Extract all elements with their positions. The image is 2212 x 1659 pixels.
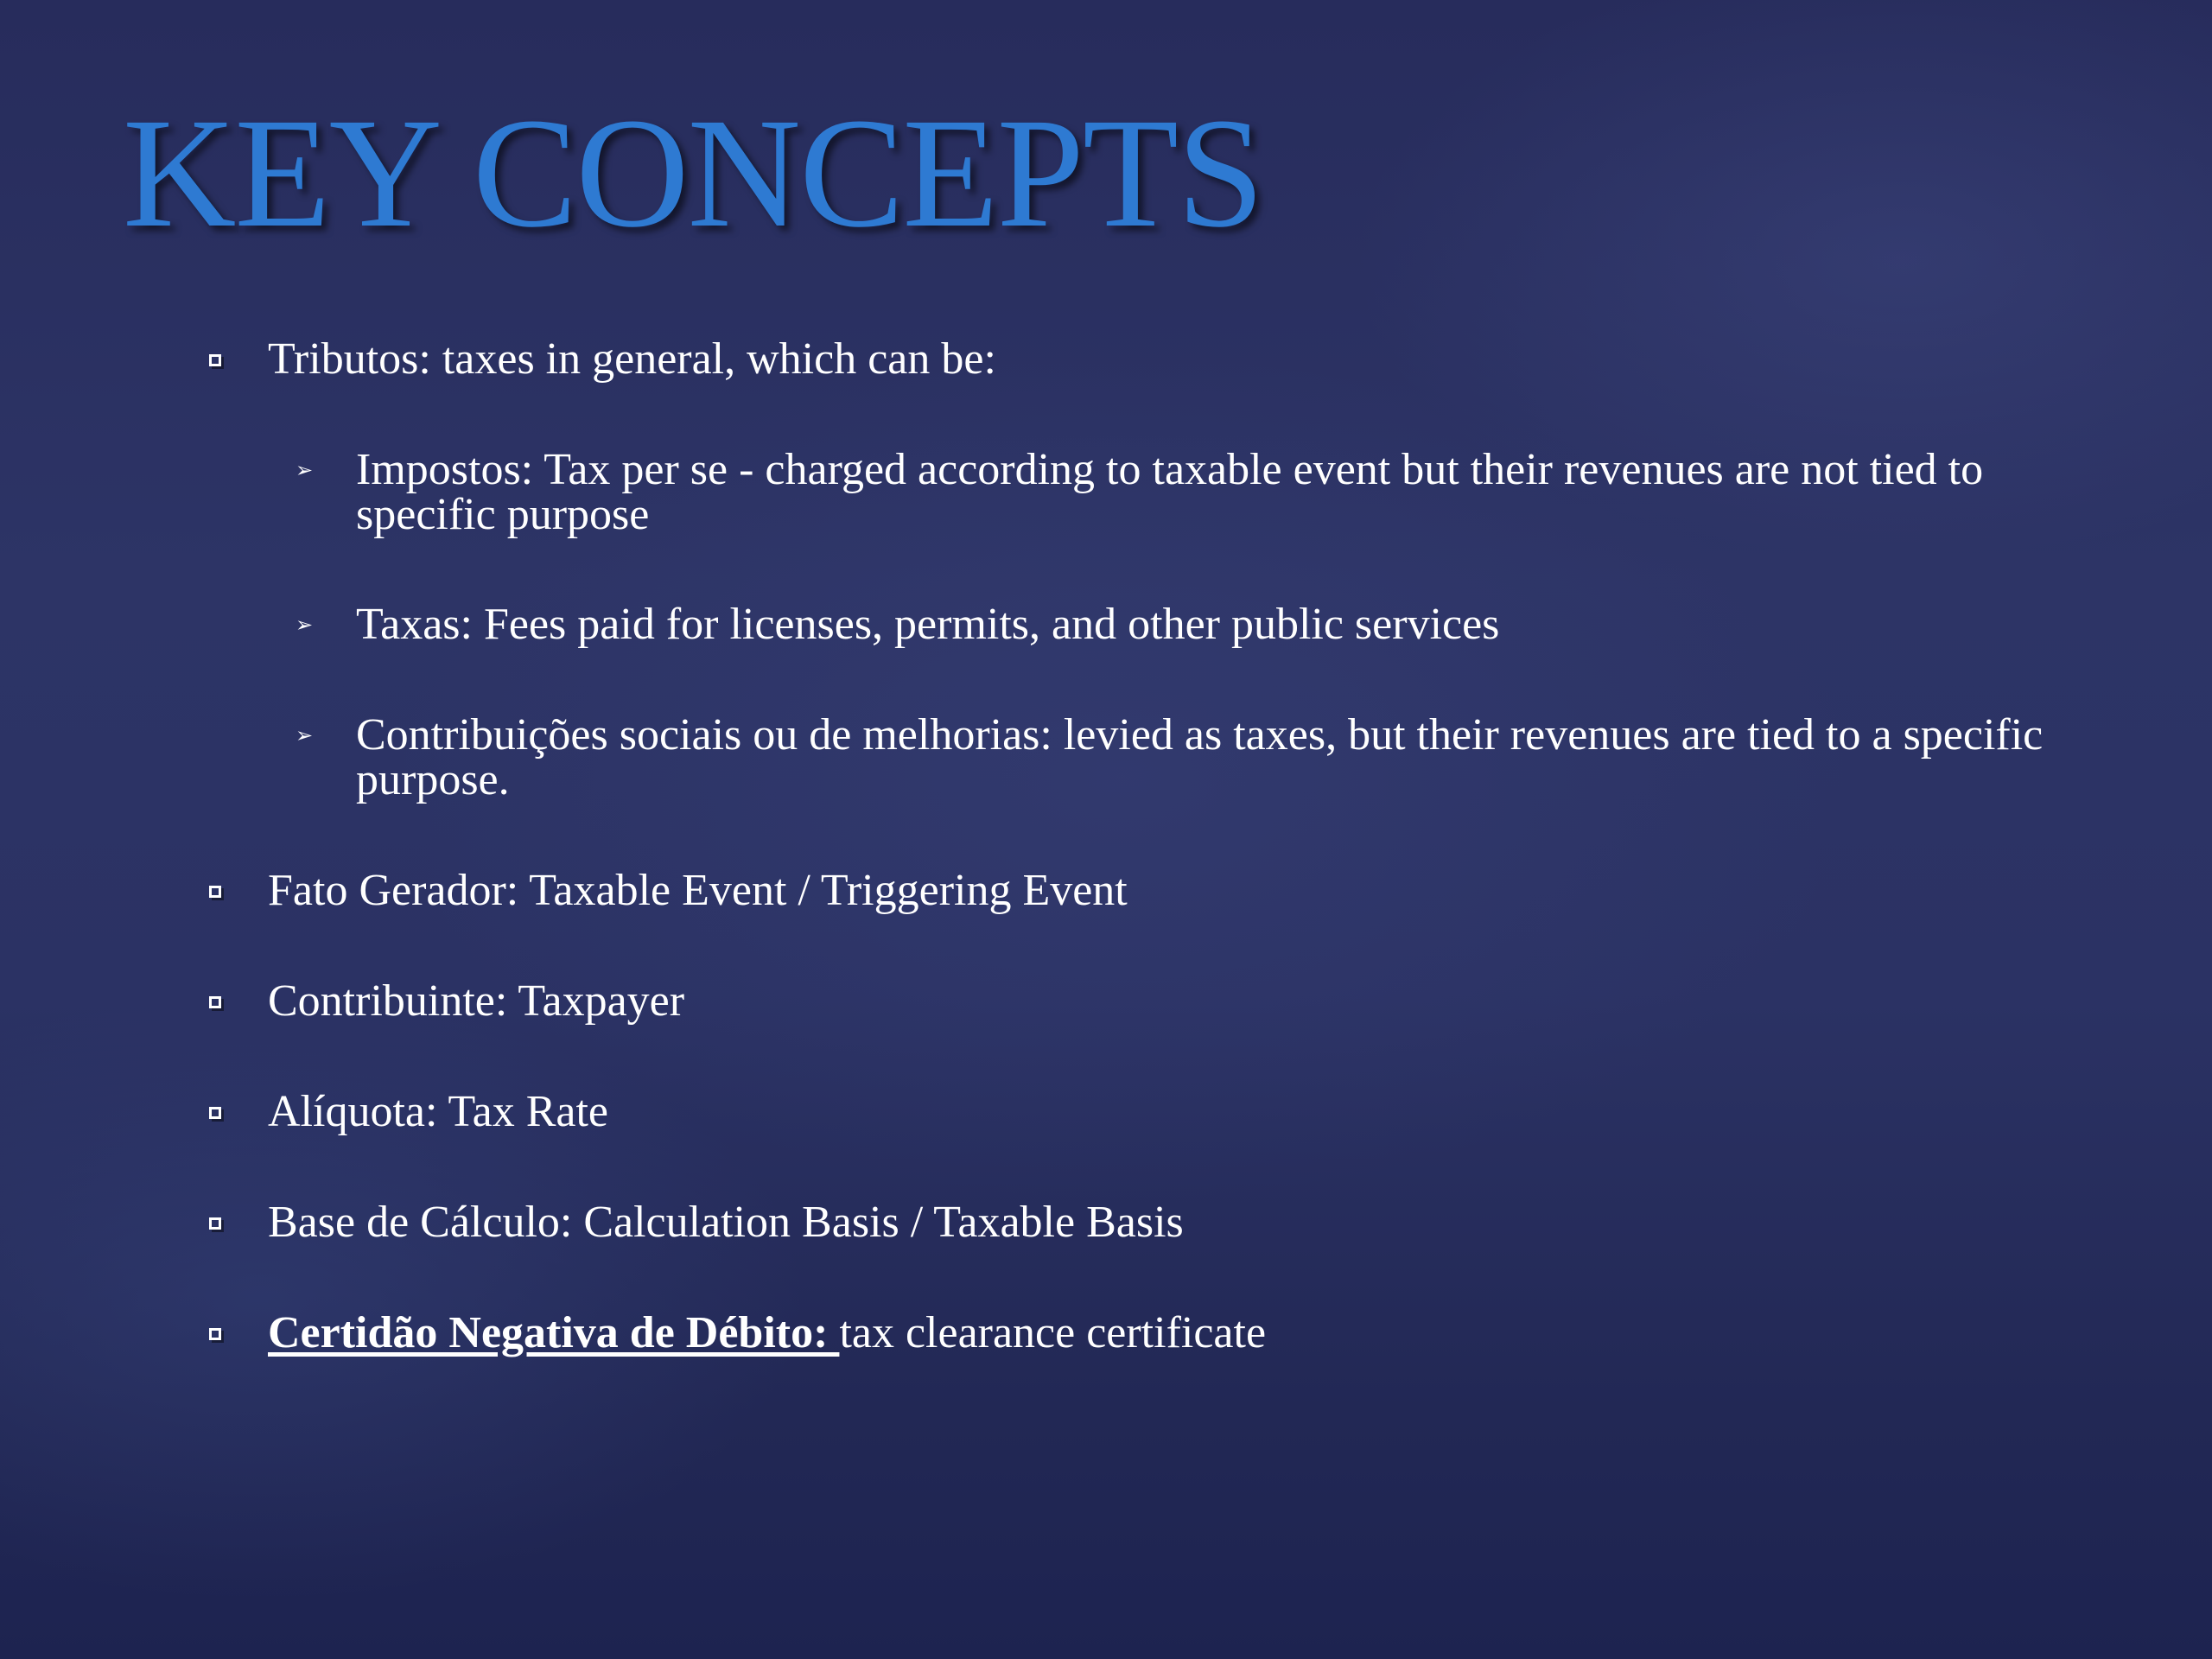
list-item-base-de-calculo: [268, 1200, 1184, 1245]
list-item-text: tax clearance certificate: [839, 1308, 1267, 1357]
list-item-certidao: [268, 1308, 1267, 1357]
list-item-tributos: [268, 334, 996, 384]
list-item-emphasis: Certidão Negativa de Débito:: [268, 1308, 840, 1357]
slide-title: KEY CONCEPTS: [123, 86, 1263, 260]
list-item-fato-gerador: [268, 868, 1128, 913]
arrowhead-bullet-icon: ➢: [296, 723, 314, 747]
sub-item-text: Taxas: Fees paid for licenses, permits, and other public services: [356, 600, 1500, 649]
sub-item-taxas: [296, 600, 2084, 649]
list-item-text: Alíquota: Tax Rate: [268, 1087, 608, 1136]
sub-item-contribuicoes: [296, 710, 2084, 804]
square-bullet-icon: [209, 886, 221, 898]
sub-item-text: Impostos: Tax per se - charged according to taxable event but their revenues are not tied to specific purpose: [356, 445, 1984, 539]
square-bullet-icon: [209, 354, 221, 366]
list-item-text: Base de Cálculo: Calculation Basis / Taxable Basis: [268, 1198, 1184, 1247]
sub-item-text: Contribuições sociais ou de melhorias: levied as taxes, but their revenues are tied to a specific purpose.: [356, 710, 2044, 804]
list-item-contribuinte: [268, 976, 685, 1026]
list-item-aliquota: [268, 1087, 608, 1136]
sub-item-impostos: [296, 445, 2084, 539]
list-item-text: Contribuinte: Taxpayer: [268, 976, 685, 1026]
square-bullet-icon: [209, 1328, 221, 1340]
square-bullet-icon: [209, 1217, 221, 1230]
square-bullet-icon: [209, 996, 221, 1008]
arrowhead-bullet-icon: ➢: [296, 613, 314, 637]
list-item-text: Fato Gerador: Taxable Event / Triggering Event: [268, 866, 1128, 915]
arrowhead-bullet-icon: ➢: [296, 458, 314, 482]
square-bullet-icon: [209, 1107, 221, 1119]
list-item-text: Tributos: taxes in general, which can be:: [268, 334, 996, 384]
